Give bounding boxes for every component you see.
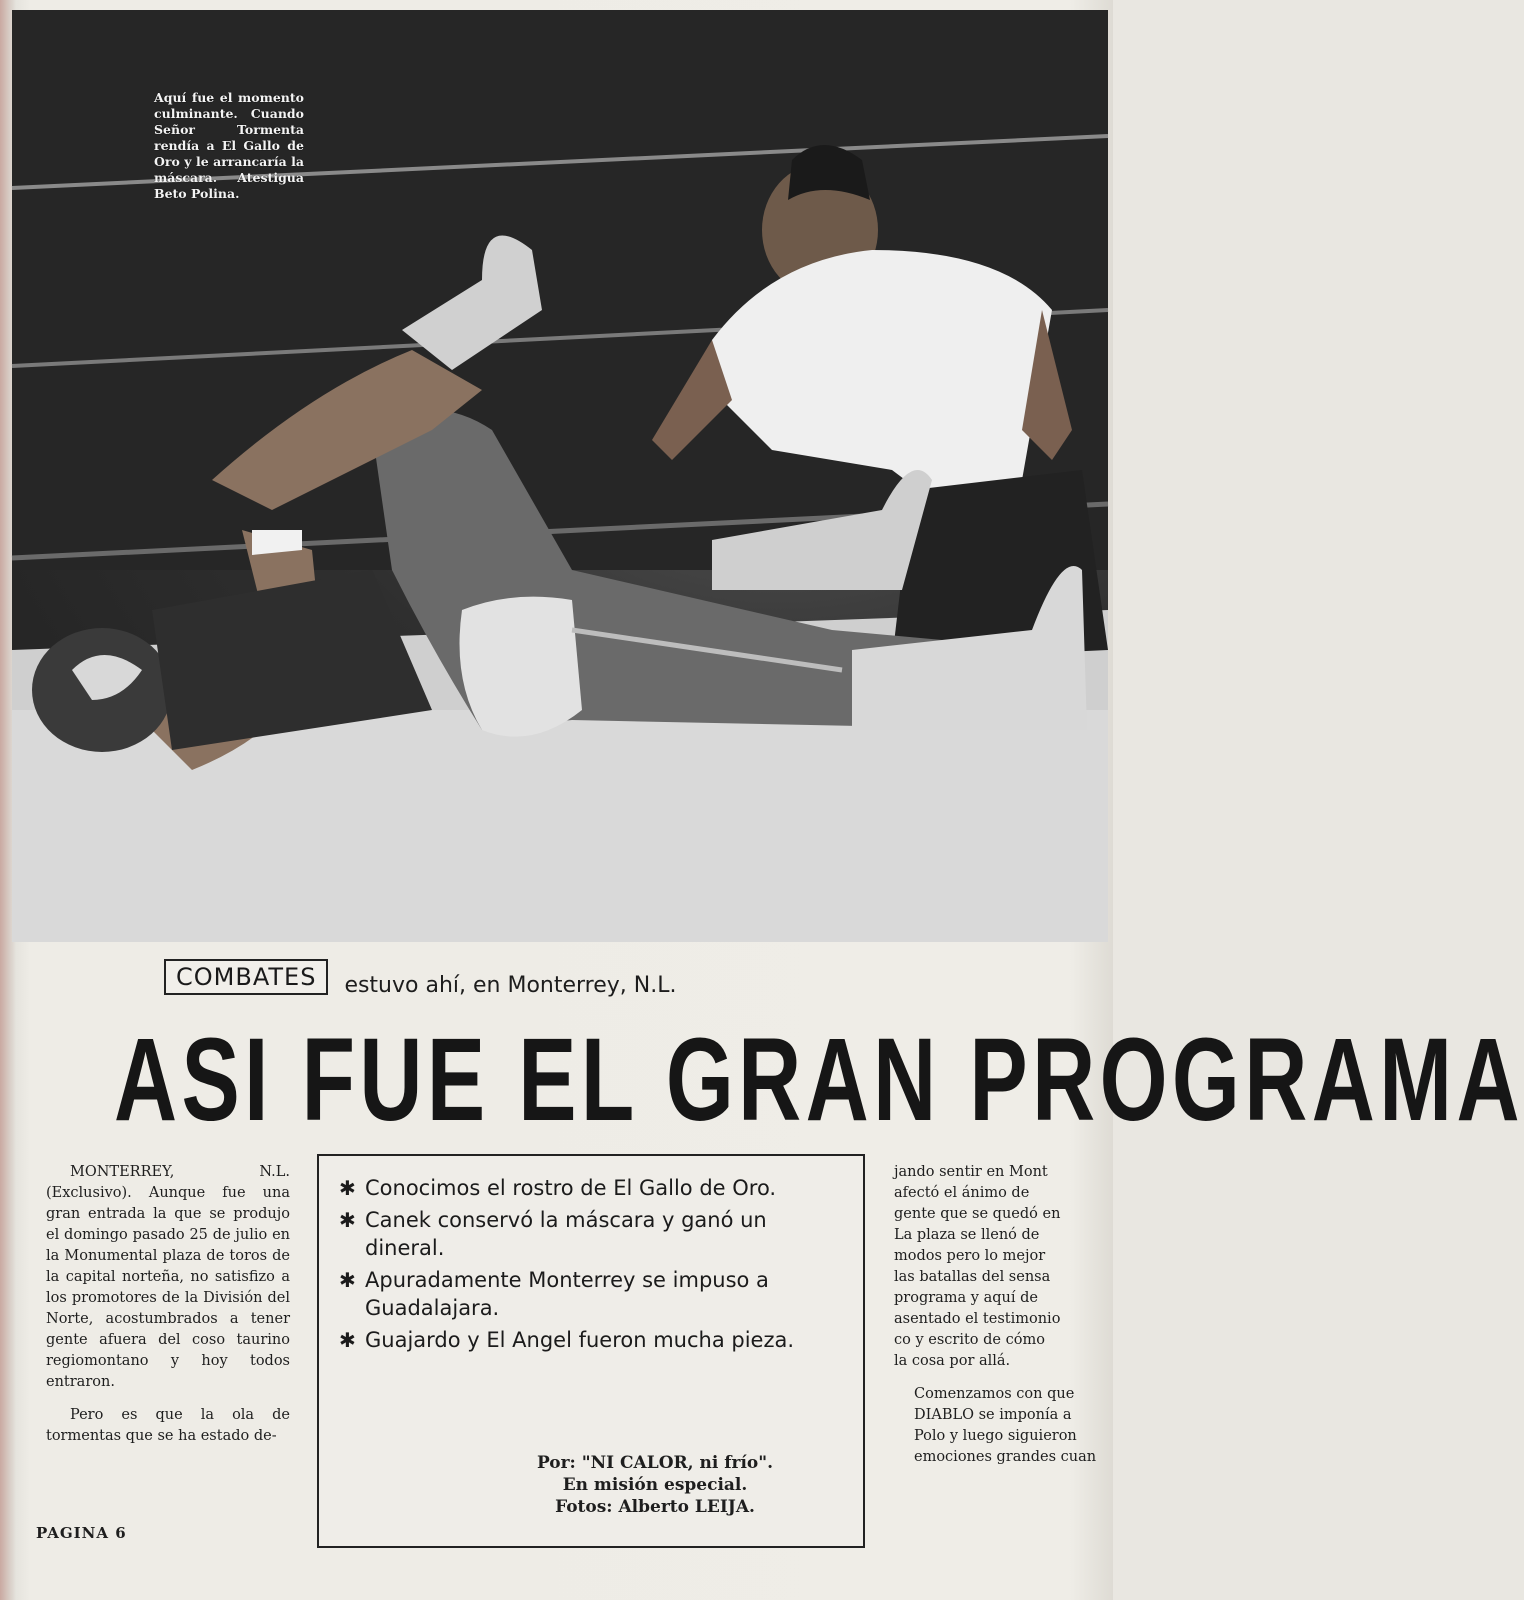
paragraph: Comenzamos con que DIABLO se imponía a Polo y luego siguieron emociones grandes cuan <box>914 1386 1097 1465</box>
byline <box>505 1452 805 1518</box>
byline-photos: Fotos: Alberto LEIJA. <box>555 1497 755 1517</box>
highlight-item: ✱ Apuradamente Monterrey se impuso a Guadalajara. <box>339 1268 769 1320</box>
highlight-item: ✱ Guajardo y El Angel fueron mucha pieza. <box>339 1328 795 1352</box>
asterisk-icon: ✱ <box>339 1268 356 1292</box>
paragraph: jando sentir en Mont afectó el ánimo de gente que se quedó en La plaza se llenó de modos pero lo mejor las batallas del sensa programa y aquí de asentado el testimonio co y escrito de cómo la cosa por allá. <box>894 1164 1061 1369</box>
byline-author: Por: "NI CALOR, ni frío". <box>536 1453 774 1473</box>
asterisk-icon: ✱ <box>339 1208 356 1232</box>
wrestler-trunks <box>460 597 583 737</box>
highlight-item: ✱ Canek conservó la máscara y ganó un dineral. <box>339 1208 767 1260</box>
asterisk-icon: ✱ <box>339 1328 356 1352</box>
kicker-text: estuvo ahí, en Monterrey, N.L. <box>344 972 677 998</box>
headline: ASI FUE EL GRAN PROGRAMA <box>114 1014 1524 1146</box>
highlight-item: ✱ Conocimos el rostro de El Gallo de Oro. <box>339 1176 777 1200</box>
highlights-list <box>319 1174 863 1354</box>
wrestling-photo <box>12 10 1108 942</box>
page-number: PAGINA 6 <box>36 1524 127 1542</box>
paragraph: Pero es que la ola de tormentas que se ha estado de- <box>46 1407 290 1444</box>
asterisk-icon: ✱ <box>339 1176 356 1200</box>
left-column <box>46 1162 290 1459</box>
paragraph: MONTERREY, N.L. (Exclusivo). Aunque fue una gran entrada la que se produjo el domingo pasado 25 de julio en la Monumental plaza de toros de la capital norteña, no satisfizo a los promotores de la División del Norte, acostumbrados a tener gente afuera del coso taurino regiomontano y hoy todos entraron. <box>46 1164 290 1390</box>
highlights-box <box>317 1154 865 1548</box>
magazine-name-box: COMBATES <box>164 959 328 995</box>
right-column <box>894 1162 1113 1480</box>
byline-mission: En misión especial. <box>562 1475 748 1495</box>
kicker <box>164 952 676 1002</box>
photo-caption: Aquí fue el momento culminante. Cuando Señor Tormenta rendía a El Gallo de Oro y le arrancaría la máscara. Atestigua Beto Polina. <box>154 90 304 201</box>
